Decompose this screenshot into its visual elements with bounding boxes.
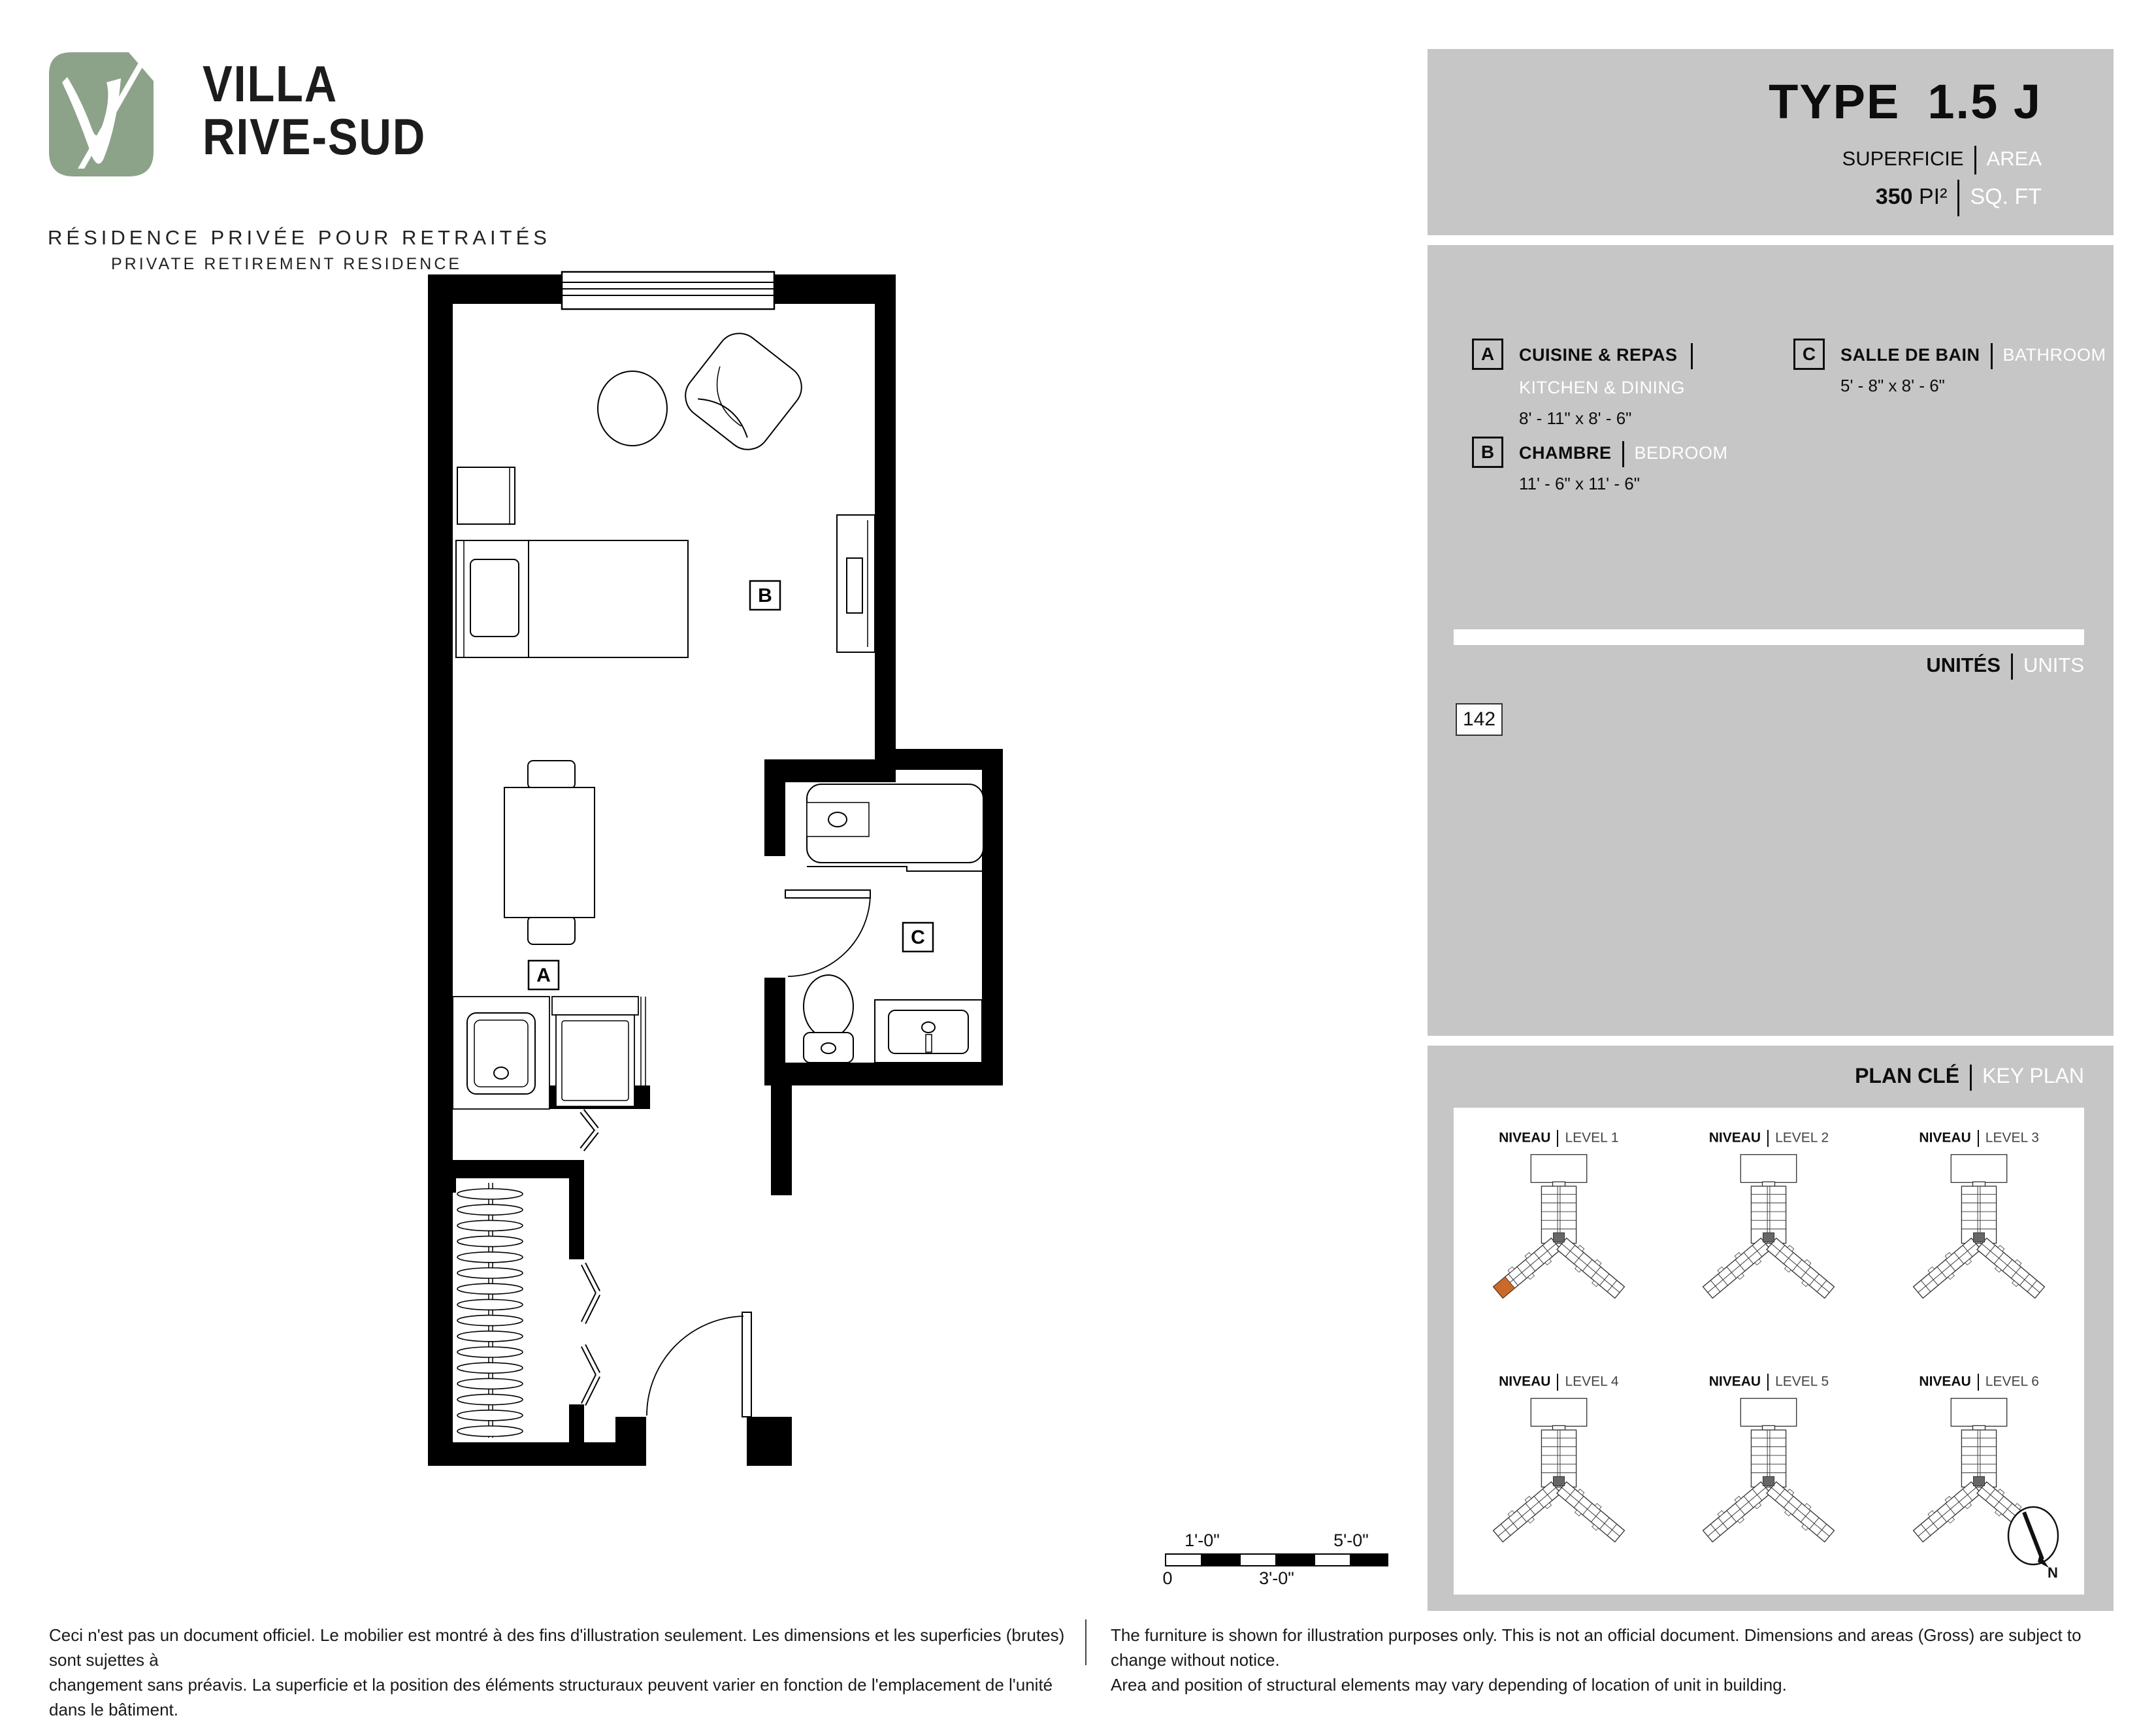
legend-panel	[1428, 245, 2114, 1036]
building-keyplan-icon	[1671, 1148, 1867, 1313]
keyplan-grid	[1454, 1108, 2084, 1595]
area-unit-fr: PI²	[1918, 184, 1948, 209]
disclaimer-en-line2: Area and position of structural elements may vary depending of location of unit in building.	[1111, 1675, 1787, 1695]
faucet	[922, 1022, 935, 1033]
separator-bar	[1557, 1130, 1558, 1147]
brand-name	[203, 55, 427, 165]
units-title: UNITÉS UNITS	[1926, 654, 2084, 680]
separator-bar	[1991, 343, 1993, 369]
scale-label-1ft: 1'-0"	[1184, 1531, 1220, 1550]
disclaimer-fr	[49, 1623, 1068, 1722]
level-label: LEVEL 6	[1985, 1374, 2039, 1389]
units-divider	[1454, 629, 2084, 645]
hangers	[457, 1189, 523, 1436]
label-bedroom: B	[758, 585, 772, 606]
separator-bar	[1767, 1130, 1769, 1147]
legend-key-c: C	[1793, 339, 1825, 370]
type-value: 1.5 J	[1927, 75, 2042, 129]
scale-segment	[1239, 1553, 1277, 1566]
window	[562, 272, 774, 309]
brand-line1: VILLA	[203, 55, 338, 112]
level-label: LEVEL 3	[1985, 1130, 2039, 1146]
separator-bar	[1691, 343, 1693, 369]
armchair	[677, 325, 811, 459]
tagline-en: PRIVATE RETIREMENT RESIDENCE	[111, 255, 463, 273]
separator-bar	[1970, 1065, 1972, 1091]
keyplan-title: PLAN CLÉ KEY PLAN	[1855, 1064, 2084, 1091]
superficie-label: SUPERFICIE	[1842, 147, 1964, 171]
entry-door-swing	[647, 1316, 743, 1416]
level-label: LEVEL 1	[1565, 1130, 1619, 1146]
keyplan-level-cell	[1454, 1108, 1664, 1351]
chair	[528, 761, 575, 789]
separator-bar	[2011, 654, 2013, 680]
niveau-label: NIVEAU	[1919, 1130, 1971, 1146]
building-keyplan-icon	[1461, 1148, 1657, 1313]
building-keyplan-icon	[1881, 1148, 2077, 1313]
disclaimer-fr-line1: Ceci n'est pas un document officiel. Le mobilier est montré à des fins d'illustration seulement. Les dimensions et les superficies (brutes) sont sujettes à	[49, 1625, 1065, 1670]
separator-bar	[1622, 441, 1624, 467]
logo-v-icon	[49, 52, 154, 176]
keyplan-level-title	[1919, 1374, 2038, 1391]
legend-dims-a: 8' - 11" x 8' - 6"	[1519, 408, 1632, 428]
niveau-label: NIVEAU	[1919, 1374, 1971, 1389]
side-table	[457, 467, 515, 524]
legend-dims-b: 11' - 6" x 11' - 6"	[1519, 474, 1640, 493]
type-label: TYPE	[1769, 75, 1901, 129]
stove-panel	[552, 997, 638, 1015]
scale-segment	[1202, 1553, 1239, 1566]
scale-segment	[1277, 1553, 1314, 1566]
disclaimer-en	[1111, 1623, 2117, 1697]
entry-door-leaf	[742, 1312, 751, 1417]
unit-floorplan	[366, 248, 1058, 1523]
area-label: AREA	[1986, 147, 2042, 171]
separator-bar	[1978, 1374, 1979, 1391]
disclaimer-en-line1: The furniture is shown for illustration purposes only. This is not an official document. Dimensions and areas (Gross) are subject to change without notice.	[1111, 1625, 2082, 1670]
legend-key-b: B	[1472, 437, 1503, 468]
keyplan-level-title	[1709, 1374, 1829, 1391]
scale-label-5ft: 5'-0"	[1333, 1531, 1369, 1550]
scale-segment	[1165, 1553, 1202, 1566]
keyplan-level-cell	[1664, 1351, 1874, 1595]
keyplan-level-cell	[1664, 1108, 1874, 1351]
scale-bar	[1162, 1531, 1388, 1589]
north-label: N	[2048, 1565, 2058, 1581]
keyplan-level-cell	[1874, 1108, 2084, 1351]
area-value-row	[1876, 180, 2042, 216]
chair	[528, 916, 575, 944]
separator-bar	[1767, 1374, 1769, 1391]
separator-bar	[1557, 1374, 1558, 1391]
level-label: LEVEL 4	[1565, 1374, 1619, 1389]
disclaimer-fr-line2: changement sans préavis. La superficie et la position des éléments structuraux peuvent varier en fonction de l'emplacement de l'unité dans le bâtiment.	[49, 1675, 1053, 1719]
north-arrow-icon	[2001, 1502, 2072, 1580]
area-value: 350	[1875, 184, 1913, 209]
area-unit-en: SQ. FT	[1970, 184, 2042, 209]
legend-name-b: CHAMBRE BEDROOM	[1519, 441, 1728, 467]
scale-segment	[1314, 1553, 1351, 1566]
legend-name-c: SALLE DE BAIN BATHROOM	[1840, 343, 2106, 369]
keyplan-panel	[1428, 1046, 2114, 1611]
label-bathroom: C	[911, 927, 925, 948]
scale-segment	[1351, 1553, 1388, 1566]
separator-bar	[1974, 146, 1976, 174]
level-label: LEVEL 2	[1775, 1130, 1829, 1146]
keyplan-box	[1454, 1108, 2084, 1595]
brand-line2: RIVE-SUD	[203, 108, 427, 165]
legend-name-a: CUISINE & REPAS	[1519, 343, 1703, 369]
kitchen-furniture	[453, 761, 645, 1109]
niveau-label: NIVEAU	[1708, 1374, 1761, 1389]
bath-door-swing	[788, 895, 870, 976]
area-label-row	[1842, 146, 2042, 174]
toilet-bowl	[804, 975, 853, 1038]
unit-number-badge: 142	[1456, 703, 1503, 736]
keyplan-level-cell	[1454, 1351, 1664, 1595]
tub-drain	[828, 812, 847, 827]
scale-label-3ft: 3'-0"	[1259, 1568, 1294, 1588]
footer-divider	[1085, 1619, 1086, 1665]
unit-type-title	[1769, 74, 2042, 129]
bifold-doors	[582, 1111, 598, 1404]
bedroom-furniture	[456, 325, 875, 657]
faucet	[494, 1067, 508, 1079]
keyplan-level-title	[1499, 1374, 1618, 1391]
keyplan-level-title	[1499, 1130, 1618, 1147]
legend-dims-c: 5' - 8" x 8' - 6"	[1840, 376, 1945, 395]
bath-door-leaf	[785, 890, 870, 898]
separator-bar	[1957, 180, 1959, 216]
header-panel	[1428, 49, 2114, 235]
level-label: LEVEL 5	[1775, 1374, 1829, 1389]
bathroom-fixtures	[785, 784, 983, 1063]
dining-table	[504, 787, 595, 918]
label-kitchen: A	[536, 965, 551, 986]
round-table	[598, 371, 667, 446]
keyplan-level-title	[1919, 1130, 2038, 1147]
legend-key-a: A	[1472, 339, 1503, 370]
building-keyplan-icon	[1461, 1392, 1657, 1557]
niveau-label: NIVEAU	[1499, 1374, 1551, 1389]
tagline-fr: RÉSIDENCE PRIVÉE POUR RETRAITÉS	[48, 226, 551, 249]
separator-bar	[1978, 1130, 1979, 1147]
building-keyplan-icon	[1671, 1392, 1867, 1557]
keyplan-level-title	[1709, 1130, 1829, 1147]
tv	[847, 558, 862, 613]
niveau-label: NIVEAU	[1499, 1130, 1551, 1146]
legend-en-a: KITCHEN & DINING	[1519, 378, 1686, 397]
niveau-label: NIVEAU	[1708, 1130, 1761, 1146]
scale-label-0: 0	[1162, 1568, 1173, 1588]
pillow	[470, 559, 519, 637]
